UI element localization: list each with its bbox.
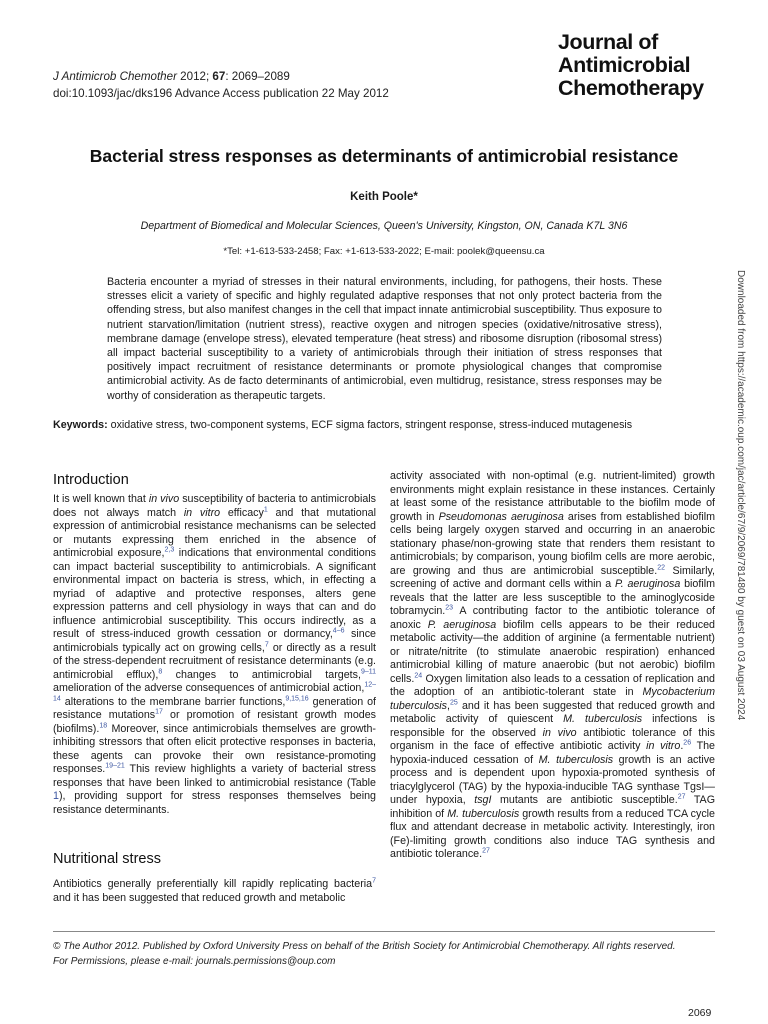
text-run: Antibiotics generally preferentially kill rapidly replicating bacteria [53,878,373,890]
text-run: Moreover, since antimicrobials themselves are growth-inhibiting stressors that often elicit protective responses in bacteria, these agents can provoke their own resistance-promoting responses. [53,722,376,775]
text-run: TAG inhibition of [390,794,716,820]
reference-link[interactable]: 9–11 [360,667,376,675]
nutritional-stress-text [53,878,376,905]
text-run: and it has been suggested that reduced growth and metabolic [53,891,346,904]
paragraph [53,493,376,817]
section-heading-introduction: Introduction [53,472,129,488]
journal-logo [558,31,728,100]
text-run: in vitro [646,740,681,752]
citation-volume: 67 [212,70,226,83]
article-title: Bacterial stress responses as determinants of antimicrobial resistance [89,146,679,166]
text-run: or promotion of resistant growth modes (biofilms). [53,709,376,735]
text-run: ), providing support for stress responses themselves being resistance determinants. [53,790,376,816]
reference-link[interactable]: 19–21 [105,762,125,770]
reference-link[interactable]: 12–14 [53,681,376,702]
affiliation: Department of Biomedical and Molecular Sciences, Queen's University, Kingston, ON, Canada K7L 3N6 [140,220,628,232]
text-run: since antimicrobials typically act on growing cells, [53,628,377,654]
reference-link[interactable]: 2,3 [164,546,175,554]
text-run: biofilm reveals that the latter are less susceptible to the aminoglycoside tobramycin. [390,578,715,617]
table-link[interactable]: 1 [53,790,59,802]
text-run: M. tuberculosis [563,713,643,725]
text-run: activity associated with non-optimal (e.g. nutrient-limited) growth environments might explain resistance in these instances. Certainly at least some of the resistance attributable to the biofilm mode of growth in [390,470,715,523]
text-run: alterations to the membrane barrier functions, [60,695,286,708]
reference-link[interactable]: 7 [264,640,269,648]
text-run: Pseudomonas aeruginosa [438,510,564,523]
reference-link[interactable]: 7 [372,877,376,885]
text-run: biofilm cells appears to be their reduced metabolic activity—the addition of arginine (a fermentable nutrient) or nitrate/nitrite (to stimulate anaerobic respiration) enhanced antimicrobial killing of mature anaerobic (but not aerobic) biofilm cells. [390,618,715,685]
text-run: growth results from a reduced TCA cycle flux and attendant decrease in metabolic activity. Interestingly, iron (Fe)-limiting growth conditions also induce TAG synthesis and antibiotic tolerance. [390,807,716,860]
reference-link[interactable]: 27 [677,793,686,801]
text-run: The hypoxia-induced cessation of [390,740,715,766]
reference-link[interactable]: 23 [445,604,454,612]
doi-line: doi:10.1093/jac/dks196 Advance Access publication 22 May 2012 [53,87,389,100]
text-run: and it has been suggested that reduced growth and metabolic activity of quiescent [390,699,715,725]
citation-block [53,68,389,102]
text-run: in vitro [183,506,221,519]
section-heading-nutritional-stress: Nutritional stress [53,851,161,867]
permissions-line: For Permissions, please e-mail: journals.permissions@oup.com [53,956,336,967]
reference-link[interactable]: 17 [155,708,163,716]
text-run: changes to antimicrobial targets, [162,668,361,681]
text-run: mutants are antibiotic susceptible. [491,794,678,806]
citation-year: 2012; [180,70,210,83]
text-run: Mycobacterium tuberculosis [390,686,715,712]
text-run: M. tuberculosis [538,753,614,766]
text-run: Similarly, screening of active and dormant cells within a [390,564,715,590]
paragraph [390,470,715,862]
text-run: . [680,740,684,752]
reference-link[interactable]: 8 [158,667,163,675]
page-number: 2069 [688,1007,712,1019]
keywords-label: Keywords: [53,419,108,431]
text-run: It is well known that [53,493,149,505]
text-run: and that mutational expression of antimicrobial resistance mechanisms can be selected or mutants expressing them enriched in the absence of antimicrobial exposure, [53,506,376,559]
contact-info: *Tel: +1-613-533-2458; Fax: +1-613-533-2022; E-mail: poolek@queensu.ca [223,246,545,257]
keywords [53,419,673,431]
text-run: Oxygen limitation also leads to a cessation of replication and the adoption of an antibiotic-tolerant state in [390,672,715,698]
logo-line: Journal of [558,30,658,54]
reference-link[interactable]: 1 [263,505,268,513]
text-run: P. aeruginosa [614,578,681,590]
copyright-notice [53,939,733,969]
text-run: P. aeruginosa [427,618,497,631]
reference-link[interactable]: 22 [657,563,666,571]
copyright-line: © The Author 2012. Published by Oxford University Press on behalf of the British Society for Antimicrobial Chemotherapy. All rights reserved. [53,941,676,952]
author-name: Keith Poole* [350,191,418,203]
text-run: M. tuberculosis [447,807,520,820]
text-run: amelioration of the adverse consequences of antimicrobial action, [53,682,365,694]
text-run: or directly as a result of the stress-dependent recruitment of resistance determinants (e.g. antimicrobial efflux), [53,641,376,681]
text-run: growth is an active process and is dependent upon hypoxia-promoted synthesis of triacylglycerol (TAG) by the hypoxia-inducible TAG synthase TgsI—under hypoxia, [390,753,716,806]
text-run: efficacy [220,506,264,519]
text-run: A contributing factor to the antibiotic tolerance of anoxic [390,605,715,631]
text-run: in vivo [148,493,180,505]
introduction-text [53,493,376,817]
journal-abbrev: J Antimicrob Chemother [53,70,177,83]
download-note: Downloaded from https://academic.oup.com/jac/article/67/9/2069/781480 by guest on 03 August 2024 [735,270,746,721]
citation-line [53,68,389,85]
logo-line: Chemotherapy [558,76,704,100]
reference-link[interactable]: 18 [99,721,108,729]
reference-link[interactable]: 9,15,16 [285,694,309,702]
reference-link[interactable]: 4–6 [332,627,345,635]
right-column-text [390,470,715,862]
text-run: arises from established biofilm cells being largely oxygen starved and occurring in an anaerobic stationary phase/non-growing state that renders them resistant to antimicrobials; by comparison, young biofilm cells are more aerobic, are growing and thus are antimicrobial susceptible. [390,510,716,577]
text-run: infections is responsible for the observed [390,713,715,739]
paragraph [53,878,376,905]
text-run: tsgI [474,794,492,806]
text-run: in vivo [542,726,577,739]
download-sidebar [734,270,768,750]
text-run: susceptibility of bacteria to antimicrobials does not always match [53,493,377,519]
reference-link[interactable]: 25 [450,698,458,706]
reference-link[interactable]: 27 [482,847,490,855]
logo-line: Antimicrobial [558,53,691,77]
text-run: generation of resistance mutations [53,695,376,721]
text-run: , [447,699,451,712]
text-run: antibiotic tolerance of this organism in the face of effective antibiotic activity [390,726,715,752]
text-run: indications that environmental conditions can impact bacterial susceptibility to antimicrobials. A significant environmental impact on bacteria is stress, which, in effecting a myriad of adaptive and protective responses, alters gene expression patterns and cell physiology in ways that can and do influence antimicrobial susceptibility. This occurs indirectly, as a result of stress-induced growth cessation or dormancy, [53,547,376,640]
citation-pages: : 2069–2089 [225,70,290,83]
footer-divider [53,931,715,932]
abstract: Bacteria encounter a myriad of stresses in their natural environments, including, for pathogens, their hosts. These stresses elicit a variety of specific and highly regulated adaptive responses that not only protect bacteria from the offending stress, but also manifest changes in the cell that impact innate antimicrobial susceptibility. Thus exposure to nutrient starvation/limitation (nutrient stress), reactive oxygen and nitrogen species (oxidative/nitrosative stress), membrane damage (envelope stress), elevated temperature (heat stress) and ribosome disruption (ribosomal stress) all impact bacterial susceptibility to a variety of antimicrobials through their initiation of stress responses that positively impact recruitment of resistance determinants or promote physiological changes that compromise antimicrobial activity. As de facto determinants of antimicrobial, even multidrug, resistance, stress responses may be worthy of consideration as therapeutic targets. [107,276,662,402]
reference-link[interactable]: 26 [683,739,692,747]
text-run: This review highlights a variety of bacterial stress responses that have been linked to antimicrobial resistance (Table [53,763,376,789]
reference-link[interactable]: 24 [414,671,423,679]
keywords-list: oxidative stress, two-component systems, ECF sigma factors, stringent response, stress-induced mutagenesis [110,419,633,431]
